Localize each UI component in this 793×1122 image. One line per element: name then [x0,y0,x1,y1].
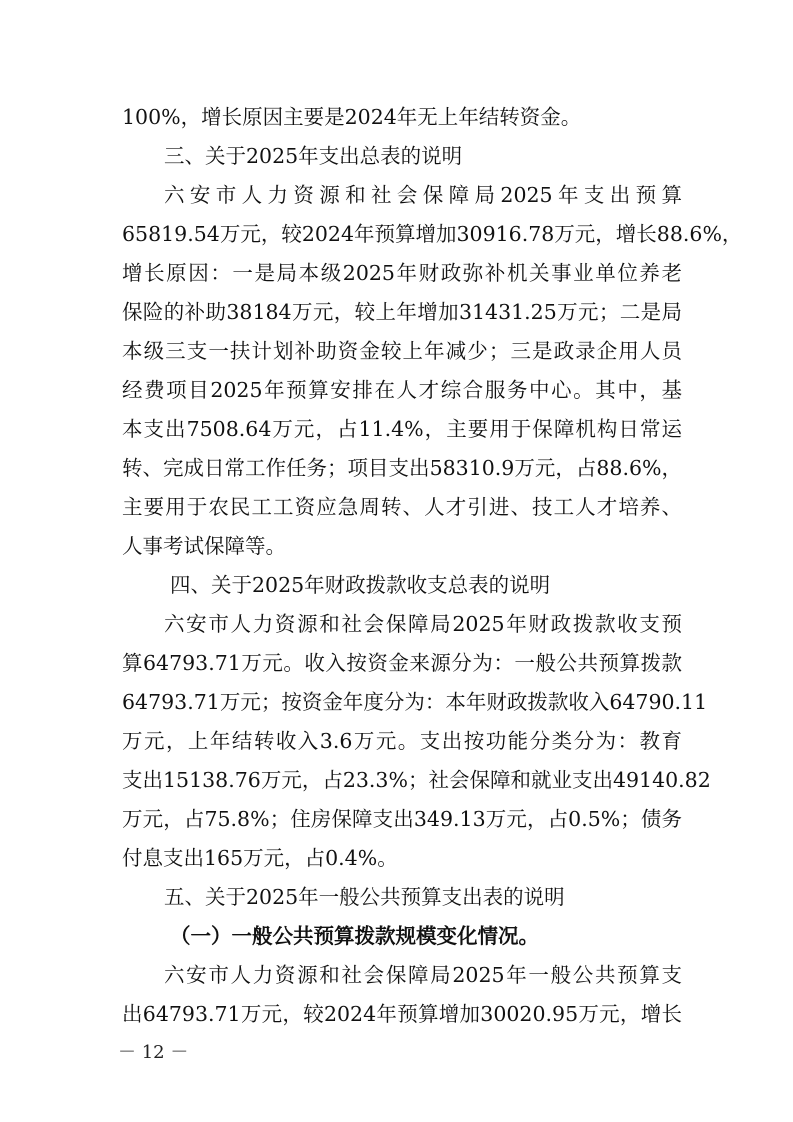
text-line-6: 保险的补助38184万元，较上年增加31431.25万元；二是局 [122,300,682,324]
section-heading-3: 三、关于2025年支出总表的说明 [164,144,463,168]
page-number: － 12 － [118,1042,189,1063]
text-line-24: 出64793.71万元，较2024年预算增加30020.95万元，增长 [122,1002,682,1026]
text-line-3: 六安市人力资源和社会保障局2025年支出预算 [164,183,682,207]
text-line-8: 经费项目2025年预算安排在人才综合服务中心。其中，基 [122,378,682,402]
text-line-19: 万元，占75.8%；住房保障支出349.13万元，占0.5%；债务 [122,807,682,831]
text-line-17: 万元，上年结转收入3.6万元。支出按功能分类分为：教育 [122,729,682,753]
text-line-4: 65819.54万元，较2024年预算增加30916.78万元，增长88.6%， [122,222,743,246]
section-heading-5: 五、关于2025年一般公共预算支出表的说明 [164,885,565,909]
section-heading-4: 四、关于2025年财政拨款收支总表的说明 [170,573,551,597]
text-line-12: 人事考试保障等。 [122,534,286,558]
text-line-20: 付息支出165万元，占0.4%。 [122,846,398,870]
text-line-11: 主要用于农民工工资应急周转、人才引进、技工人才培养、 [122,495,682,519]
subsection-heading-1: （一）一般公共预算拨款规模变化情况。 [170,924,539,948]
text-line-23: 六安市人力资源和社会保障局2025年一般公共预算支 [164,963,682,987]
text-line-7: 本级三支一扶计划补助资金较上年减少；三是政录企用人员 [122,339,682,363]
text-line-18: 支出15138.76万元，占23.3%；社会保障和就业支出49140.82 [122,768,711,792]
text-line-14: 六安市人力资源和社会保障局2025年财政拨款收支预 [164,612,682,636]
text-line-9: 本支出7508.64万元，占11.4%，主要用于保障机构日常运 [122,417,682,441]
text-line-10: 转、完成日常工作任务；项目支出58310.9万元，占88.6%， [122,456,682,480]
text-line-1: 100%，增长原因主要是2024年无上年结转资金。 [122,105,582,129]
text-line-15: 算64793.71万元。收入按资金来源分为：一般公共预算拨款 [122,651,682,675]
text-line-16: 64793.71万元；按资金年度分为：本年财政拨款收入64790.11 [122,690,708,714]
text-line-5: 增长原因：一是局本级2025年财政弥补机关事业单位养老 [122,261,682,285]
